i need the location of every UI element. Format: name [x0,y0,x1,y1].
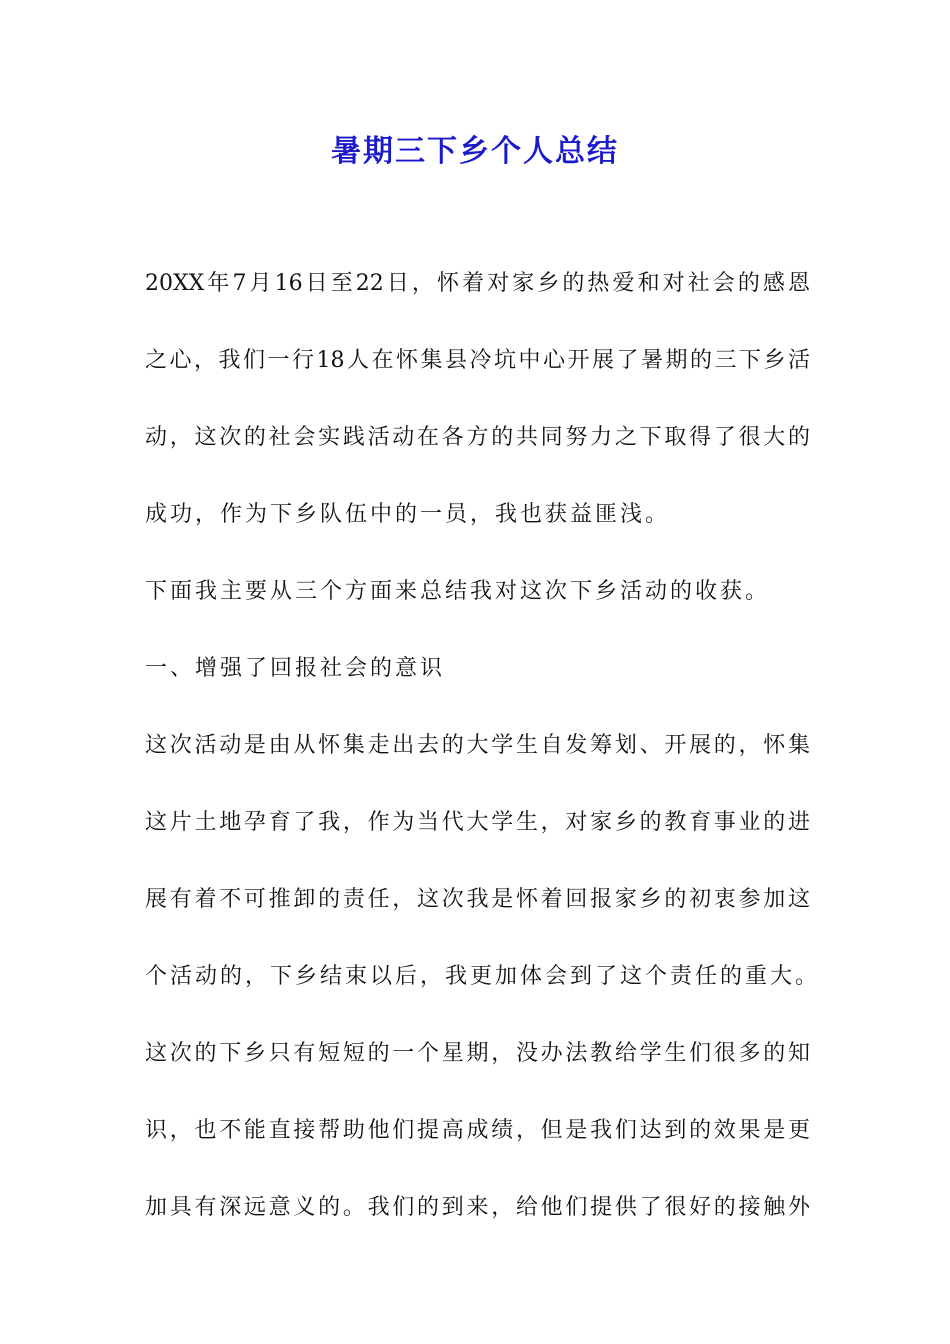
body-line: 个活动的，下乡结束以后，我更加体会到了这个责任的重大。 [145,964,821,989]
section-heading: 一、增强了回报社会的意识 [145,656,446,681]
body-line: 成功，作为下乡队伍中的一员，我也获益匪浅。 [145,502,671,527]
body-line: 20XX年7月16日至22日，怀着对家乡的热爱和对社会的感恩 [145,271,810,296]
body-line: 之心，我们一行18人在怀集县冷坑中心开展了暑期的三下乡活 [145,348,810,373]
body-line: 加具有深远意义的。我们的到来，给他们提供了很好的接触外 [145,1195,810,1220]
body-line: 这次的下乡只有短短的一个星期，没办法教给学生们很多的知 [145,1041,810,1066]
body-line: 下面我主要从三个方面来总结我对这次下乡活动的收获。 [145,579,771,604]
document-body [145,262,821,1263]
document-title: 暑期三下乡个人总结 [331,134,619,169]
body-line: 这片土地孕育了我，作为当代大学生，对家乡的教育事业的进 [145,810,810,835]
body-line: 展有着不可推卸的责任，这次我是怀着回报家乡的初衷参加这 [145,887,810,912]
body-line: 这次活动是由从怀集走出去的大学生自发筹划、开展的，怀集 [145,733,810,758]
body-line: 动，这次的社会实践活动在各方的共同努力之下取得了很大的 [145,425,810,450]
body-line: 识，也不能直接帮助他们提高成绩，但是我们达到的效果是更 [145,1118,810,1143]
